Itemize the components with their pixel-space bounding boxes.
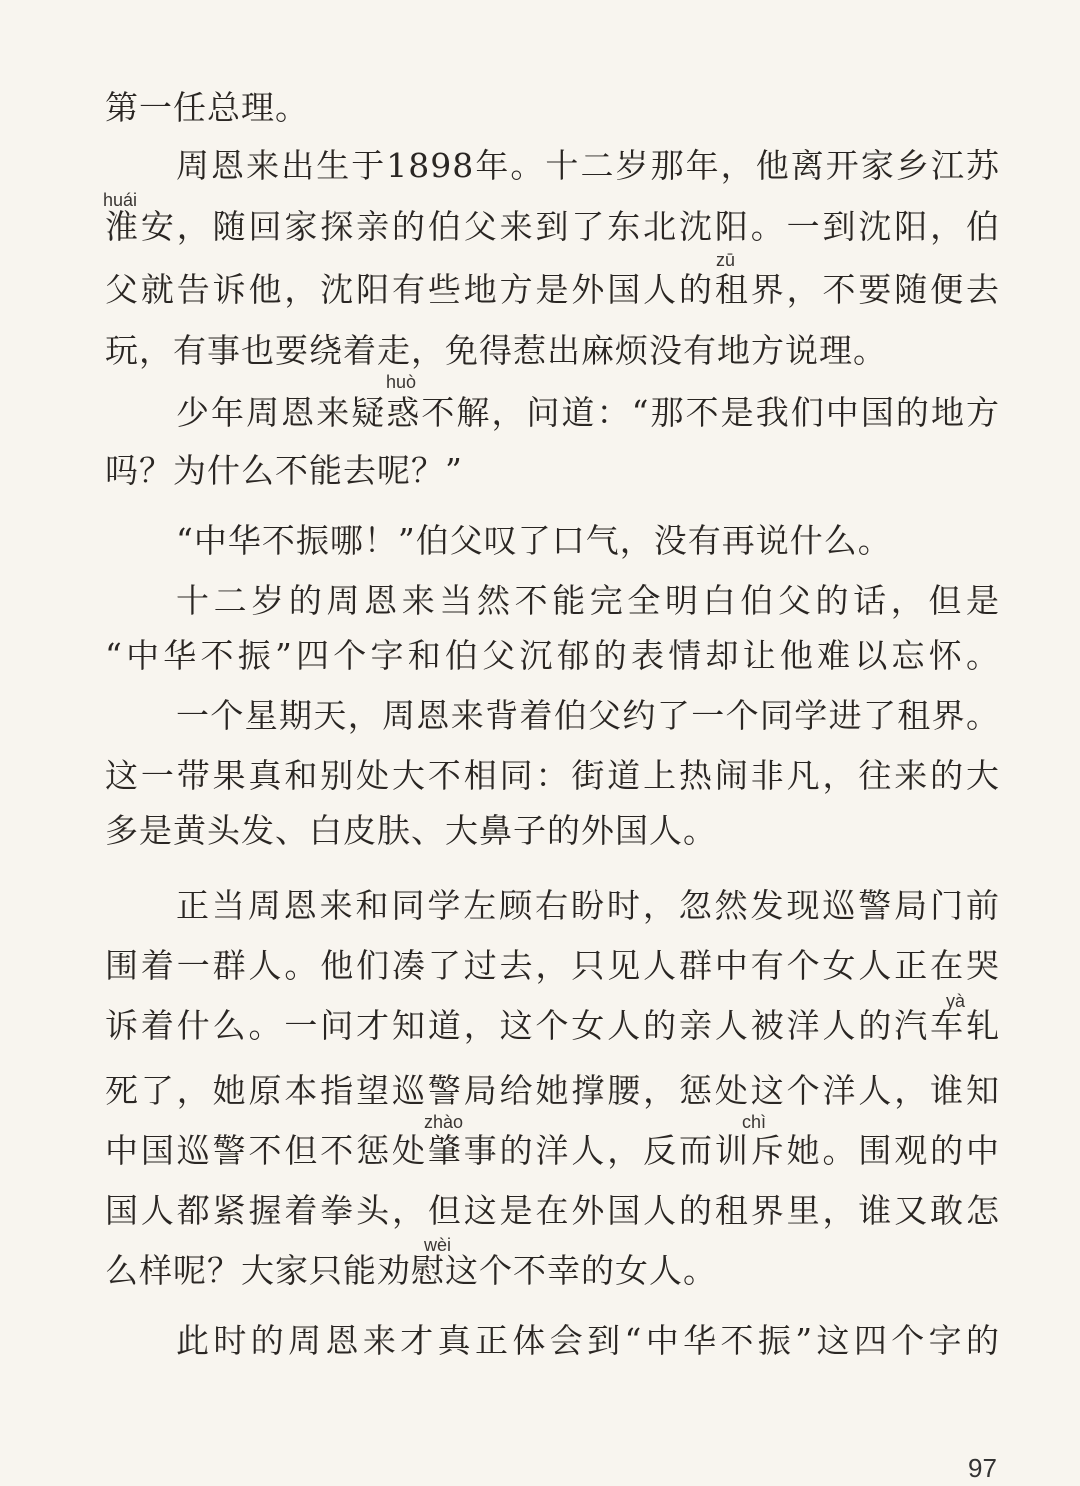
paragraph-start: 一个星期天，周恩来背着伯父约了一个同学进了租界。 bbox=[176, 696, 1000, 735]
pinyin-annotation: huò bbox=[386, 372, 417, 392]
pinyin-annotation: wèi bbox=[424, 1235, 452, 1255]
paragraph-start: 十二岁的周恩来当然不能完全明白伯父的话，但是 bbox=[176, 581, 1000, 620]
text-line: 这一带果真和别处大不相同：街道上热闹非凡，往来的大 bbox=[105, 756, 1000, 795]
pinyin-annotation: zū bbox=[716, 250, 736, 270]
text-line: 死了，她原本指望巡警局给她撑腰，惩处这个洋人，谁知 bbox=[105, 1071, 1000, 1110]
text-line: “中华不振”四个字和伯父沉郁的表情却让他难以忘怀。 bbox=[105, 636, 1000, 675]
pinyin-annotation: chì bbox=[742, 1112, 767, 1132]
text-line: 父就告诉他，沈阳有些地方是外国人的租界，不要随便去 bbox=[105, 270, 1000, 309]
paragraph-start: “中华不振哪！”伯父叹了口气，没有再说什么。 bbox=[176, 521, 892, 560]
text-line: 吗？为什么不能去呢？” bbox=[105, 451, 463, 490]
pinyin-annotation: huái bbox=[103, 190, 138, 210]
text-line: 中国巡警不但不惩处肇事的洋人，反而训斥她。围观的中 bbox=[105, 1131, 1000, 1170]
page-number: 97 bbox=[968, 1453, 997, 1483]
text-line: 淮安，随回家探亲的伯父来到了东北沈阳。一到沈阳，伯 bbox=[105, 207, 1000, 246]
paragraph-start: 少年周恩来疑惑不解，问道：“那不是我们中国的地方 bbox=[176, 393, 1000, 432]
paragraph-start: 此时的周恩来才真正体会到“中华不振”这四个字的 bbox=[176, 1321, 1000, 1360]
text-line: 玩，有事也要绕着走，免得惹出麻烦没有地方说理。 bbox=[105, 331, 887, 370]
text-line: 么样呢？大家只能劝慰这个不幸的女人。 bbox=[105, 1251, 717, 1290]
text-line: 围着一群人。他们凑了过去，只见人群中有个女人正在哭 bbox=[105, 946, 1000, 985]
text-line: 诉着什么。一问才知道，这个女人的亲人被洋人的汽车轧 bbox=[105, 1006, 1000, 1045]
pinyin-annotation: yà bbox=[946, 991, 966, 1011]
text-line: 国人都紧握着拳头，但这是在外国人的租界里，谁又敢怎 bbox=[105, 1191, 1000, 1230]
text-line: 第一任总理。 bbox=[105, 88, 309, 127]
pinyin-annotation: zhào bbox=[424, 1112, 464, 1132]
text-line: 多是黄头发、白皮肤、大鼻子的外国人。 bbox=[105, 811, 717, 850]
paragraph-start: 周恩来出生于1898年。十二岁那年，他离开家乡江苏 bbox=[176, 146, 1000, 185]
paragraph-start: 正当周恩来和同学左顾右盼时，忽然发现巡警局门前 bbox=[176, 886, 1000, 925]
